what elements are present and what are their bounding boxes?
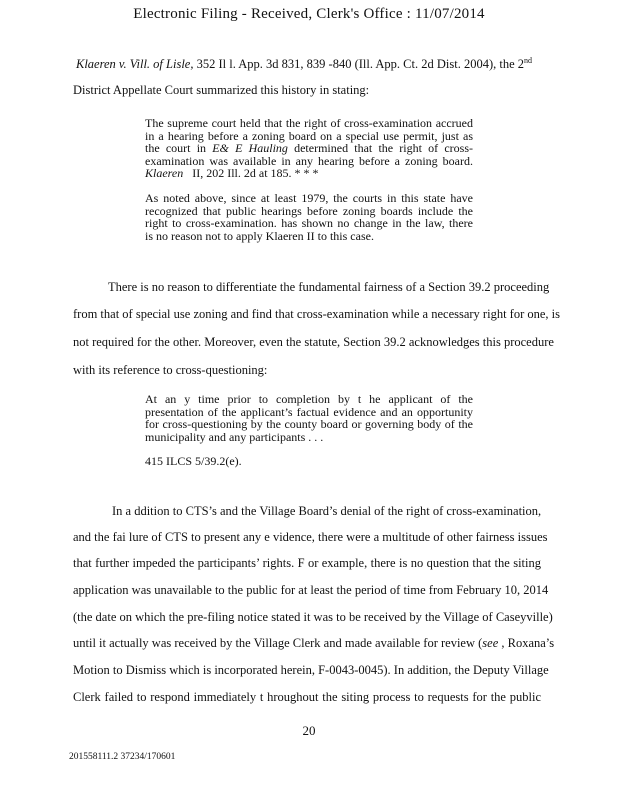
quote-line: Klaeren II, 202 Ill. 2d at 185. * * * bbox=[145, 166, 319, 181]
quote-line: examination was available in any hearing before a zoning board. bbox=[145, 153, 473, 168]
quote-line: in a hearing before a zoning board on a special use permit, just as bbox=[145, 128, 473, 143]
quote-line: municipality and any participants . . . bbox=[145, 429, 324, 444]
para2-line: In a ddition to CTS’s and the Village Board’s denial of the right of cross-examination, bbox=[112, 504, 542, 518]
case-name: Klaeren v. Vill. of Lisle, bbox=[76, 57, 194, 71]
para2-line: and the fai lure of CTS to present any e vidence, there were a multitude of other fairness issues bbox=[73, 530, 548, 544]
case-name-italic: Klaeren bbox=[145, 166, 184, 181]
quote-line: right to cross-examination. has shown no change in the law, there bbox=[145, 216, 473, 231]
citation-line bbox=[76, 57, 532, 72]
document-id: 201558111.2 37234/170601 bbox=[69, 752, 176, 762]
case-name-italic: E& E Hauling bbox=[212, 141, 288, 156]
case-cite: 352 Il l. App. 3d 831, 839 -840 (Ill. App. Ct. 2d Dist. 2004), the 2 bbox=[196, 57, 525, 71]
para1-line: not required for the other. Moreover, even the statute, Section 39.2 acknowledges this procedure bbox=[73, 335, 554, 349]
quote-line: At an y time prior to completion by t he applicant of the bbox=[145, 392, 473, 406]
block-quote-1 bbox=[145, 117, 473, 242]
quote-line: As noted above, since at least 1979, the courts in this state have bbox=[145, 190, 473, 205]
block-quote-2 bbox=[145, 393, 473, 468]
para2-line: Motion to Dismiss which is incorporated herein, F-0043-0045). In addition, the Deputy Village bbox=[73, 663, 549, 677]
para1-line: from that of special use zoning and find that cross-examination while a necessary right for one, is bbox=[73, 307, 561, 321]
quote-line: The supreme court held that the right of cross-examination accrued bbox=[145, 116, 473, 130]
page-number: 20 bbox=[302, 723, 316, 738]
efiling-header: Electronic Filing - Received, Clerk's Office : 11/07/2014 bbox=[133, 6, 485, 22]
signal-see: see bbox=[482, 636, 499, 650]
para2-line: until it actually was received by the Village Clerk and made available for review (see , Roxana’s bbox=[73, 636, 555, 650]
quote-line: for cross-questioning by the county board or governing body of the bbox=[145, 417, 473, 432]
para1-line: with its reference to cross-questioning: bbox=[73, 363, 268, 377]
para1-line: There is no reason to differentiate the fundamental fairness of a Section 39.2 proceeding bbox=[108, 280, 550, 294]
ordinal-suffix: nd bbox=[524, 55, 533, 65]
quote-line: is no reason not to apply Klaeren II to this case. bbox=[145, 228, 374, 243]
quote-line: the court in E& E Hauling determined that the right of cross- bbox=[145, 141, 473, 156]
para2-line: that further impeded the participants’ rights. F or example, there is no question that the siting bbox=[73, 556, 541, 570]
quote-line: recognized that public hearings before zoning boards include the bbox=[145, 203, 473, 218]
para2-line: application was unavailable to the public for at least the period of time from February 10, 2014 bbox=[73, 583, 549, 597]
intro-line: District Appellate Court summarized this history in stating: bbox=[73, 83, 370, 97]
para2-line: Clerk failed to respond immediately t hroughout the siting process to requests for the public bbox=[73, 690, 541, 704]
statute-cite: 415 ILCS 5/39.2(e). bbox=[145, 454, 242, 469]
quote-line: presentation of the applicant’s factual evidence and an opportunity bbox=[145, 404, 473, 419]
para2-line: (the date on which the pre-filing notice stated it was to be received by the Village of Caseyville) bbox=[73, 610, 553, 624]
